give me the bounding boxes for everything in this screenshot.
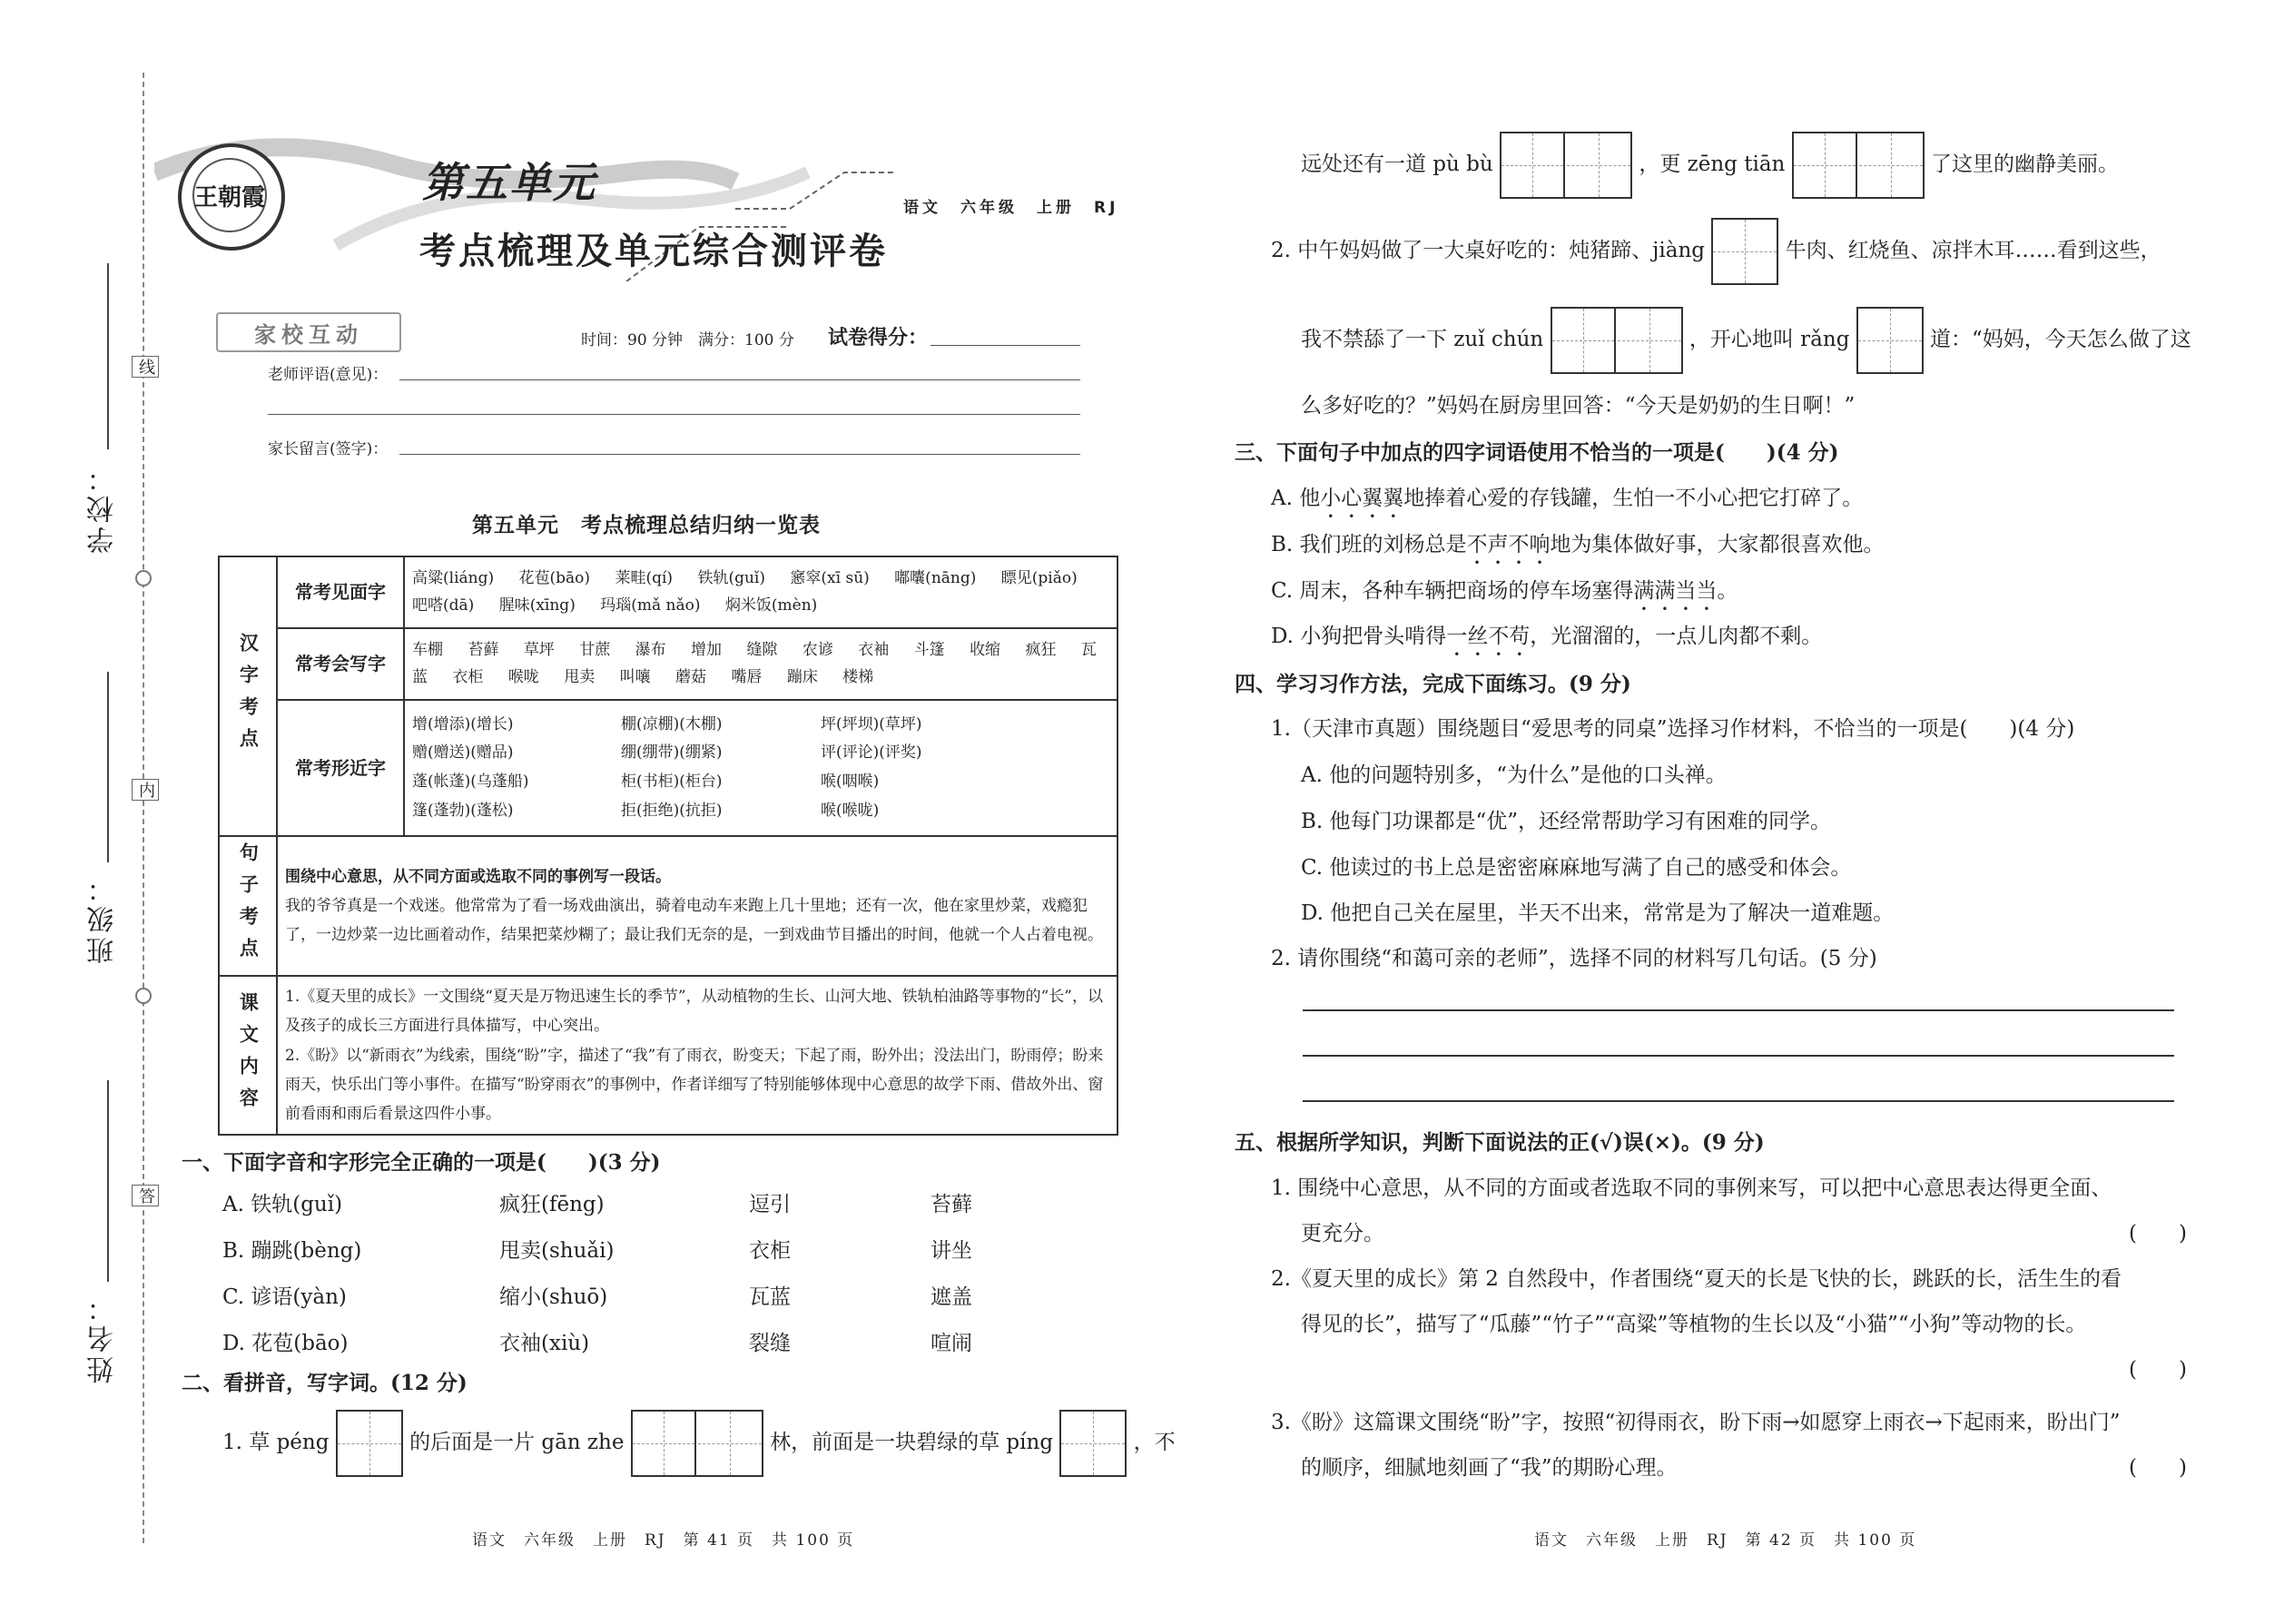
- q1-word: 苔藓: [930, 1193, 972, 1216]
- sentence-lead: 围绕中心意思，从不同方面或选取不同的事例写一段话。: [285, 867, 671, 886]
- read-word: 瞟见(piǎo): [1000, 568, 1078, 587]
- home-school-box: 家校互动: [216, 312, 401, 352]
- similar-word: 柜(书柜)(柜台): [621, 773, 723, 792]
- school-label: 学校：: [87, 461, 119, 554]
- footer-page-41: 语文 六年级 上册 RJ 第 41 页 共 100 页: [472, 1531, 855, 1550]
- publisher-logo: [178, 143, 285, 251]
- read-word: 嘟囔(nāng): [894, 568, 977, 587]
- teacher-comment-line[interactable]: [399, 379, 1080, 380]
- write-word: 蘑菇: [675, 667, 707, 686]
- write-word: 叫嚷: [619, 667, 651, 686]
- binding-tag-line: 线: [132, 356, 159, 378]
- read-word: 腥味(xīng): [498, 595, 576, 615]
- subject-grade-label: 语文 六年级 上册 RJ: [903, 199, 1119, 217]
- write-word: 甘蔗: [579, 640, 611, 659]
- unit-title: 第五单元: [422, 158, 596, 207]
- answer-line-1[interactable]: [1303, 1009, 2174, 1011]
- q1-word: 衣袖(xiù): [499, 1332, 590, 1355]
- parent-note-line[interactable]: [399, 454, 1080, 455]
- subcat-read: 常考见面字: [277, 556, 404, 628]
- q2-line-2: [1301, 132, 2119, 199]
- text-summary-1: 1.《夏天里的成长》一文围绕“夏天是万物迅速生长的季节”，从动植物的生长、山河大地、铁轨柏油路等事物的“长”，以及孩子的成长三方面进行具体描写，中心突出。: [285, 988, 1103, 1036]
- q1-word: 逗引: [749, 1193, 791, 1216]
- similar-word: 拒(拒绝)(抗拒): [621, 801, 723, 820]
- read-word: 花苞(bāo): [518, 568, 591, 587]
- binding-dashed-line: [143, 73, 144, 1543]
- q4-option-a[interactable]: A. 他的问题特别多，“为什么”是他的口头禅。: [1301, 763, 1727, 787]
- write-word: 瀑布: [635, 640, 666, 659]
- write-word: 苔藓: [468, 640, 499, 659]
- q2-text: 了这里的幽静美丽。: [1930, 153, 2119, 176]
- similar-word: 喉(喉咙): [821, 801, 880, 820]
- q2-text: 2. 中午妈妈做了一大桌好吃的：炖猪蹄、jiàng: [1271, 239, 1705, 262]
- read-word: 铁轨(guǐ): [697, 568, 765, 587]
- writing-grid[interactable]: [1059, 1410, 1127, 1477]
- read-word: 高粱(liáng): [412, 568, 495, 587]
- summary-title: 第五单元 考点梳理总结归纳一览表: [472, 513, 821, 537]
- subcat-similar: 常考形近字: [277, 700, 404, 836]
- q4-option-b[interactable]: B. 他每门功课都是“优”，还经常帮助学习有困难的同学。: [1301, 810, 1832, 833]
- class-field[interactable]: [107, 672, 109, 862]
- q2-text: 我不禁舔了一下 zuǐ chún: [1301, 328, 1544, 351]
- q5-s3-line1: 3.《盼》这篇课文围绕“盼”字，按照“初得雨衣，盼下雨→如愿穿上雨衣→下起雨来，盼出门”: [1271, 1411, 2121, 1434]
- writing-grid[interactable]: [1856, 307, 1924, 374]
- q1-option[interactable]: B. 蹦跳(bèng): [222, 1239, 362, 1263]
- similar-word: 喉(咽喉): [821, 773, 880, 792]
- sentence-example: 我的爷爷真是一个戏迷。他常常为了看一场戏曲演出，骑着电动车来跑上几十里地；还有一次，他在家里炒菜，戏瘾犯了，一边炒菜一边比画着动作，结果把菜炒糊了；最让我们无奈的是，一到戏曲节目播出的时间，他就一个人占着电视。: [285, 896, 1103, 945]
- q1-word: 疯狂(fēng): [499, 1193, 605, 1216]
- q2-line-3: [1271, 218, 2161, 285]
- logo-text: 王朝霞: [192, 158, 267, 232]
- writing-grid[interactable]: [336, 1410, 403, 1477]
- read-word: 莱畦(qí): [615, 568, 674, 587]
- write-word: 疯狂: [1025, 640, 1057, 659]
- writing-grid[interactable]: [1500, 132, 1632, 199]
- q3-option-d[interactable]: D. 小狗把骨头啃得一丝不苟，光溜溜的，一点儿肉都不剩。: [1271, 625, 1823, 648]
- q2-text: ，开心地叫 rǎng: [1689, 328, 1850, 351]
- similar-word: 篷(蓬勃)(蓬松): [412, 801, 514, 820]
- q2-line-4: [1301, 307, 2191, 374]
- q4-sub1: 1.（天津市真题）围绕题目“爱思考的同桌”选择习作材料，不恰当的一项是( )(4 分): [1271, 717, 2075, 741]
- q3-title: 三、下面句子中加点的四字词语使用不恰当的一项是( )(4 分): [1235, 440, 1839, 465]
- q2-line-5: 么多好吃的？”妈妈在厨房里回答：“今天是奶奶的生日啊！”: [1301, 394, 1856, 418]
- writing-grid[interactable]: [631, 1410, 763, 1477]
- answer-line-3[interactable]: [1303, 1100, 2174, 1102]
- q4-option-c[interactable]: C. 他读过的书上总是密密麻麻地写满了自己的感受和体会。: [1301, 856, 1852, 880]
- score-field[interactable]: [930, 345, 1080, 346]
- similar-word: 赠(赠送)(赠品): [412, 743, 514, 763]
- write-word: 收缩: [970, 640, 1001, 659]
- write-word: 楼梯: [842, 667, 874, 686]
- similar-word: 蓬(帐蓬)(乌蓬船): [412, 773, 529, 792]
- write-word: 衣袖: [858, 640, 890, 659]
- q1-word: 遮盖: [930, 1285, 972, 1309]
- q4-sub2: 2. 请你围绕“和蔼可亲的老师”，选择不同的材料写几句话。(5 分): [1271, 947, 1877, 970]
- q1-word: 衣柜: [749, 1239, 791, 1263]
- q2-text: ，更 zēng tiān: [1639, 153, 1786, 176]
- similar-word: 坪(坪坝)(草坪): [821, 714, 922, 733]
- q1-word: 瓦蓝: [749, 1285, 791, 1309]
- q2-text: 林，前面是一块碧绿的草 píng: [770, 1431, 1054, 1454]
- q1-title: 一、下面字音和字形完全正确的一项是( )(3 分): [182, 1150, 661, 1175]
- q2-text: 牛肉、红烧鱼、凉拌木耳……看到这些，: [1785, 239, 2161, 262]
- similar-word: 增(增添)(增长): [412, 714, 514, 733]
- similar-word: 绷(绷带)(绷紧): [621, 743, 723, 763]
- q5-answer-1[interactable]: ( ): [2129, 1222, 2187, 1245]
- write-word: 车棚: [412, 640, 443, 659]
- q2-text: 远处还有一道 pù bù: [1301, 153, 1493, 176]
- writing-grid[interactable]: [1792, 132, 1925, 199]
- q5-title: 五、根据所学知识，判断下面说法的正(√)误(×)。(9 分): [1235, 1130, 1765, 1155]
- write-word: 斗篷: [913, 640, 945, 659]
- write-word: 喉咙: [507, 667, 539, 686]
- read-words-list: [404, 556, 1117, 628]
- q5-answer-2[interactable]: ( ): [2129, 1358, 2187, 1382]
- name-field[interactable]: [107, 1080, 109, 1282]
- q3-option-b[interactable]: B. 我们班的刘杨总是不声不响地为集体做好事，大家都很喜欢他。: [1271, 533, 1885, 556]
- read-word: 玛瑙(mǎ nǎo): [600, 595, 701, 615]
- school-field[interactable]: [107, 263, 109, 449]
- summary-table: [218, 556, 1118, 1136]
- q1-word: 缩小(shuō): [499, 1285, 608, 1309]
- q1-word: 甩卖(shuǎi): [499, 1239, 615, 1263]
- q5-answer-3[interactable]: ( ): [2129, 1456, 2187, 1480]
- q5-s1-line2: 更充分。: [1301, 1222, 1384, 1245]
- paper-title: 考点梳理及单元综合测评卷: [419, 230, 888, 272]
- write-word: 增加: [691, 640, 723, 659]
- read-word: 窸窣(xī sū): [790, 568, 870, 587]
- q2-text: ，不: [1133, 1431, 1176, 1454]
- q2-text: 1. 草 péng: [222, 1431, 330, 1454]
- q1-option[interactable]: D. 花苞(bāo): [222, 1332, 349, 1355]
- write-word: 甩卖: [564, 667, 596, 686]
- write-word: 蹦床: [786, 667, 818, 686]
- text-summary-2: 2.《盼》以“新雨衣”为线索，围绕“盼”字，描述了“我”有了雨衣，盼变天；下起了雨，盼外出；没法出门，盼雨停；盼来雨天，快乐出门等小事件。在描写“盼穿雨衣”的事例中，作者详细写了特别能够体现中心意思的故学下雨、借故外出、窗前看雨和雨后看景这四件小事。: [285, 1046, 1104, 1124]
- q1-option[interactable]: C. 谚语(yàn): [222, 1285, 347, 1309]
- q2-text: 道：“妈妈，今天怎么做了这: [1930, 328, 2191, 351]
- writing-grid[interactable]: [1551, 307, 1683, 374]
- time-score-info: 时间：90 分钟 满分：100 分: [581, 331, 794, 349]
- class-label: 班级：: [87, 871, 119, 964]
- write-word: 瓦蓝: [412, 640, 1097, 686]
- q1-word: 讲坐: [930, 1239, 972, 1263]
- binding-hole: [135, 570, 152, 586]
- q5-s3-line2: 的顺序，细腻地刻画了“我”的期盼心理。: [1301, 1456, 1678, 1480]
- writing-grid[interactable]: [1711, 218, 1778, 285]
- read-word: 吧嗒(dā): [412, 595, 475, 615]
- teacher-comment-label: 老师评语(意见)：: [268, 366, 389, 384]
- parent-note-label: 家长留言(签字)：: [268, 440, 389, 458]
- q3-option-a[interactable]: A. 他小心翼翼地捧着心爱的存钱罐，生怕一不小心把它打碎了。: [1271, 487, 1864, 510]
- q5-s2-line1: 2.《夏天里的成长》第 2 自然段中，作者围绕“夏天的长是飞快的长，跳跃的长，活生生的看: [1271, 1267, 2122, 1291]
- write-word: 草坪: [523, 640, 555, 659]
- write-word: 嘴唇: [731, 667, 763, 686]
- write-word: 农谚: [802, 640, 833, 659]
- q2-text: 的后面是一片 gān zhe: [409, 1431, 625, 1454]
- footer-page-42: 语文 六年级 上册 RJ 第 42 页 共 100 页: [1534, 1531, 1917, 1550]
- category-hanzi: 汉字考点: [219, 556, 277, 836]
- category-sentence: 句子考点: [219, 836, 277, 976]
- q2-title: 二、看拼音，写字词。(12 分): [182, 1371, 468, 1395]
- similar-words-list: [412, 712, 1109, 825]
- q1-option[interactable]: A. 铁轨(guǐ): [222, 1193, 343, 1216]
- q1-word: 裂缝: [749, 1332, 791, 1355]
- write-words-list: [404, 628, 1117, 700]
- q5-s2-line2: 得见的长”，描写了“瓜藤”“竹子”“高粱”等植物的生长以及“小猫”“小狗”等动物的长。: [1301, 1313, 2087, 1336]
- teacher-comment-line-2[interactable]: [268, 414, 1080, 415]
- write-word: 衣柜: [452, 667, 484, 686]
- subcat-write: 常考会写字: [277, 628, 404, 700]
- similar-word: 棚(凉棚)(木棚): [621, 714, 723, 733]
- similar-word: 评(评论)(评奖): [821, 743, 922, 763]
- score-label: 试卷得分：: [828, 326, 929, 349]
- q4-title: 四、学习习作方法，完成下面练习。(9 分): [1235, 672, 1631, 696]
- binding-hole: [135, 988, 152, 1004]
- binding-tag-answer: 答: [132, 1185, 159, 1206]
- q1-word: 喧闹: [930, 1332, 972, 1355]
- q3-option-c[interactable]: C. 周末，各种车辆把商场的停车场塞得满满当当。: [1271, 579, 1738, 603]
- write-word: 缝隙: [746, 640, 778, 659]
- q2-line-1: [222, 1410, 1176, 1477]
- read-word: 焖米饭(mèn): [724, 595, 818, 615]
- answer-line-2[interactable]: [1303, 1055, 2174, 1057]
- q1-options: [222, 1187, 1112, 1356]
- name-label: 姓名：: [87, 1291, 119, 1383]
- category-text: 课文内容: [219, 976, 277, 1135]
- binding-tag-inside: 内: [132, 779, 159, 801]
- q4-option-d[interactable]: D. 他把自己关在屋里，半天不出来，常常是为了解决一道难题。: [1301, 901, 1895, 925]
- q5-s1-line1: 1. 围绕中心意思，从不同的方面或者选取不同的事例来写，可以把中心意思表达得更全面、: [1271, 1176, 2112, 1200]
